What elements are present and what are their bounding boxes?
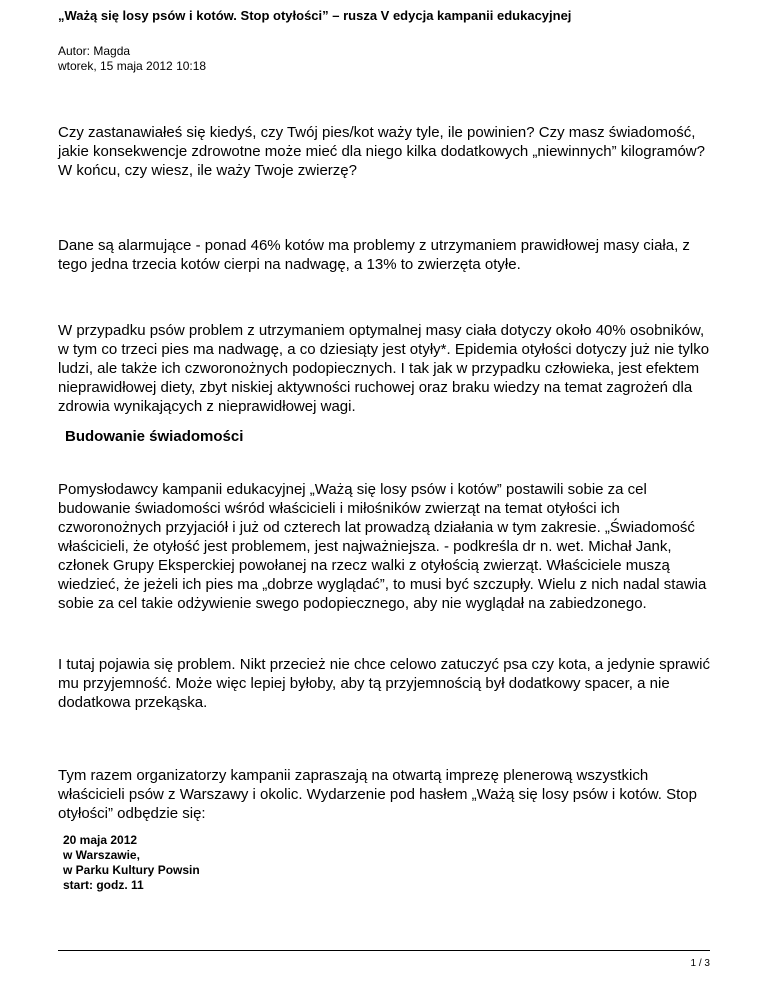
event-venue: w Parku Kultury Powsin — [63, 863, 200, 877]
article-date: wtorek, 15 maja 2012 10:18 — [58, 59, 207, 73]
event-start-time: start: godz. 11 — [63, 878, 144, 892]
paragraph-campaign-goal: Pomysłodawcy kampanii edukacyjnej „Ważą się losy psów i kotów” postawili sobie za cel budowanie świadomości wśród właścicieli i miłośników zwierząt na temat otyłości ich czworonożnych przyjaciół i już od czterech lat prowadzą działania w tym zakresie. „Świadomość właścicieli, że otyłość jest problemem, jest najważniejsza. - podkreśla dr n. wet. Michał Jank, członek Grupy Eksperckiej powołanej na rzecz walki z otyłością zwierząt. Właściciele muszą wiedzieć, że jeżeli ich pies ma „dobrze wyglądać”, to musi być szczupły. Wielu z nich nadal stawia sobie za cel takie odżywienie swego podopiecznego, aby nie wyglądał na zabiedzonego. — [58, 481, 707, 612]
event-date: 20 maja 2012 — [63, 833, 138, 847]
event-details — [63, 833, 200, 893]
paragraph-problem: I tutaj pojawia się problem. Nikt przecież nie chce celowo zatuczyć psa czy kota, a jedynie sprawić mu przyjemność. Może więc lepiej byłoby, aby tą przyjemnością był dodatkowy spacer, a nie dodatkowa przekąska. — [58, 656, 710, 711]
event-city: w Warszawie, — [63, 848, 140, 862]
paragraph-dog-statistics: W przypadku psów problem z utrzymaniem optymalnej masy ciała dotyczy około 40% osobników, w tym co trzeci pies ma nadwagę, a co dziesiąty jest otyły*. Epidemia otyłości dotyczy już nie tylko ludzi, ale także ich czworonożnych podopiecznych. I tak jak w przypadku człowieka, jest efektem nieprawidłowej diety, zbyt niskiej aktywności ruchowej oraz braku wiedzy na temat zagrożeń dla zdrowia wynikających z nieprawidłowej wagi. — [58, 322, 710, 415]
paragraph-intro: Czy zastanawiałeś się kiedyś, czy Twój pies/kot waży tyle, ile powinien? Czy masz świadomość, jakie konsekwencje zdrowotne może mieć dla niego kilka dodatkowych „niewinnych” kilogramów? W końcu, czy wiesz, ile waży Twoje zwierzę? — [58, 124, 705, 179]
footer-divider — [58, 950, 710, 951]
article-title: „Ważą się losy psów i kotów. Stop otyłości” – rusza V edycja kampanii edukacyjnej — [58, 8, 572, 23]
page-number: 1 / 3 — [690, 958, 710, 969]
section-heading: Budowanie świadomości — [65, 428, 244, 445]
paragraph-invitation: Tym razem organizatorzy kampanii zapraszają na otwartą imprezę plenerową wszystkich właścicieli psów z Warszawy i okolic. Wydarzenie pod hasłem „Ważą się losy psów i kotów. Stop otyłości” odbędzie się: — [58, 767, 697, 822]
paragraph-cat-statistics: Dane są alarmujące - ponad 46% kotów ma problemy z utrzymaniem prawidłowej masy ciała, z tego jedna trzecia kotów cierpi na nadwagę, a 13% to zwierzęta otyłe. — [58, 237, 690, 273]
article-author: Autor: Magda — [58, 44, 131, 58]
